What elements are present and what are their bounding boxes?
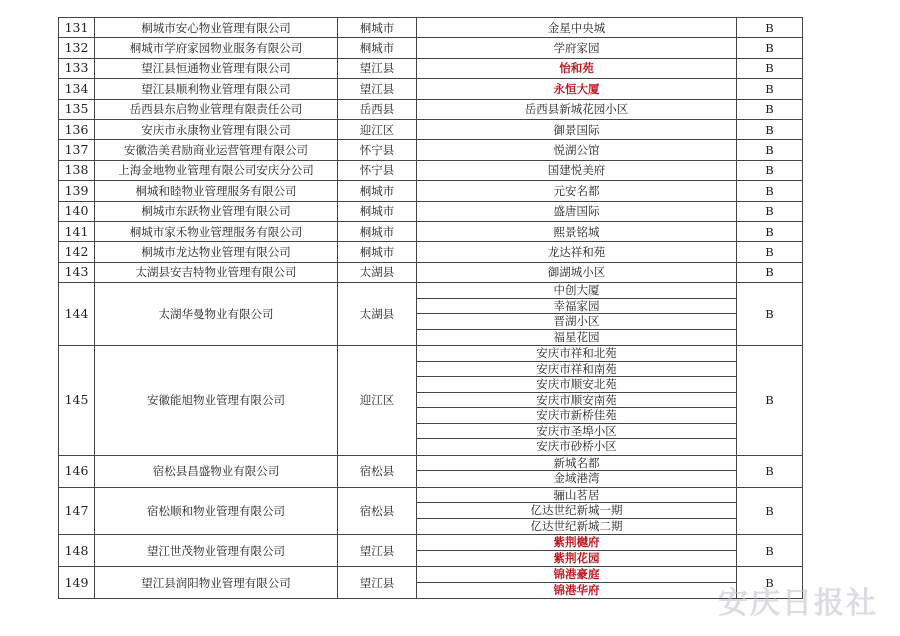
cell-region: 桐城市 — [338, 201, 417, 221]
cell-region: 望江县 — [338, 79, 417, 99]
table-row — [59, 79, 803, 99]
project-name: 幸福家园 — [417, 299, 736, 315]
table-row — [59, 99, 803, 119]
project-name: 安庆市新桥佳苑 — [417, 408, 736, 424]
project-name: 锦港华府 — [553, 582, 600, 597]
cell-no: 137 — [59, 140, 95, 160]
cell-company: 望江县恒通物业管理有限公司 — [95, 58, 338, 78]
cell-region: 迎江区 — [338, 119, 417, 139]
cell-grade: B — [737, 242, 803, 262]
project-name: 盛唐国际 — [553, 204, 600, 219]
cell-region: 桐城市 — [338, 181, 417, 201]
table-row — [59, 58, 803, 78]
cell-grade: B — [737, 221, 803, 241]
project-name: 元安名都 — [553, 183, 600, 198]
cell-no: 134 — [59, 79, 95, 99]
table-row — [59, 455, 803, 487]
project-name: 亿达世纪新城一期 — [417, 503, 736, 519]
project-name: 安庆市砂桥小区 — [536, 439, 617, 454]
cell-projects — [417, 38, 737, 58]
project-name: 骊山茗居 — [417, 488, 736, 504]
table-row — [59, 140, 803, 160]
table-row — [59, 567, 803, 599]
table-row — [59, 18, 803, 38]
project-name: 国建悦美府 — [547, 163, 606, 178]
cell-company: 桐城市学府家园物业服务有限公司 — [95, 38, 338, 58]
project-name: 安庆市顺安北苑 — [417, 377, 736, 393]
cell-grade: B — [737, 201, 803, 221]
cell-projects — [417, 242, 737, 262]
table-row — [59, 181, 803, 201]
cell-company: 宿松顺和物业管理有限公司 — [95, 487, 338, 535]
cell-region: 桐城市 — [338, 38, 417, 58]
watermark-logo: 安庆日报社 — [718, 586, 878, 621]
cell-projects — [417, 346, 737, 456]
cell-region: 岳西县 — [338, 99, 417, 119]
cell-no: 146 — [59, 455, 95, 487]
project-name: 御湖城小区 — [547, 265, 606, 280]
cell-region: 太湖县 — [338, 283, 417, 346]
cell-region: 宿松县 — [338, 487, 417, 535]
cell-grade: B — [737, 262, 803, 282]
cell-grade: B — [737, 119, 803, 139]
cell-region: 望江县 — [338, 535, 417, 567]
project-name: 安庆市圣埠小区 — [417, 424, 736, 440]
project-name: 亿达世纪新城二期 — [530, 518, 623, 533]
cell-company: 桐城市安心物业管理有限公司 — [95, 18, 338, 38]
cell-grade: B — [737, 535, 803, 567]
project-name: 紫荆花园 — [553, 550, 600, 565]
cell-projects — [417, 119, 737, 139]
cell-projects — [417, 262, 737, 282]
cell-grade: B — [737, 58, 803, 78]
cell-no: 139 — [59, 181, 95, 201]
table-row — [59, 119, 803, 139]
cell-no: 140 — [59, 201, 95, 221]
project-name: 学府家园 — [553, 41, 600, 56]
cell-projects — [417, 221, 737, 241]
project-name: 金星中央城 — [547, 20, 606, 35]
cell-no: 149 — [59, 567, 95, 599]
cell-company: 太湖华曼物业有限公司 — [95, 283, 338, 346]
cell-region: 怀宁县 — [338, 160, 417, 180]
cell-grade: B — [737, 140, 803, 160]
project-name: 永恒大厦 — [553, 81, 600, 96]
cell-company: 太湖县安吉特物业管理有限公司 — [95, 262, 338, 282]
project-name: 怡和苑 — [559, 61, 594, 76]
cell-company: 桐城市东跃物业管理有限公司 — [95, 201, 338, 221]
cell-no: 138 — [59, 160, 95, 180]
project-name: 安庆市顺安南苑 — [417, 393, 736, 409]
cell-region: 望江县 — [338, 567, 417, 599]
cell-company: 望江世茂物业管理有限公司 — [95, 535, 338, 567]
cell-company: 安庆市永康物业管理有限公司 — [95, 119, 338, 139]
cell-projects — [417, 58, 737, 78]
project-name: 岳西县新城花园小区 — [524, 102, 629, 117]
cell-grade: B — [737, 181, 803, 201]
table-body — [59, 18, 803, 599]
cell-projects — [417, 160, 737, 180]
project-name: 新城名都 — [417, 456, 736, 472]
project-name: 福星花园 — [553, 329, 600, 344]
cell-region: 迎江区 — [338, 346, 417, 456]
project-name: 晋湖小区 — [417, 314, 736, 330]
table-row — [59, 487, 803, 535]
table-row — [59, 283, 803, 346]
cell-projects — [417, 535, 737, 567]
cell-no: 142 — [59, 242, 95, 262]
cell-no: 136 — [59, 119, 95, 139]
cell-region: 太湖县 — [338, 262, 417, 282]
cell-no: 143 — [59, 262, 95, 282]
project-name: 锦港豪庭 — [417, 567, 736, 583]
cell-company: 安徽浩美君励商业运营管理有限公司 — [95, 140, 338, 160]
cell-company: 岳西县东启物业管理有限责任公司 — [95, 99, 338, 119]
cell-projects — [417, 283, 737, 346]
cell-region: 望江县 — [338, 58, 417, 78]
cell-projects — [417, 79, 737, 99]
cell-grade: B — [737, 18, 803, 38]
project-name: 御景国际 — [553, 122, 600, 137]
table-row — [59, 160, 803, 180]
project-name: 安庆市祥和南苑 — [417, 362, 736, 378]
cell-no: 141 — [59, 221, 95, 241]
table-row — [59, 201, 803, 221]
cell-company: 宿松县昌盛物业有限公司 — [95, 455, 338, 487]
cell-grade: B — [737, 79, 803, 99]
project-name: 中创大厦 — [417, 283, 736, 299]
cell-grade: B — [737, 283, 803, 346]
property-rating-table — [58, 17, 803, 599]
project-name: 紫荆樾府 — [417, 535, 736, 551]
table-row — [59, 535, 803, 567]
project-name: 龙达祥和苑 — [547, 244, 606, 259]
cell-grade: B — [737, 346, 803, 456]
cell-projects — [417, 140, 737, 160]
cell-grade: B — [737, 99, 803, 119]
cell-no: 132 — [59, 38, 95, 58]
cell-region: 怀宁县 — [338, 140, 417, 160]
table-row — [59, 38, 803, 58]
cell-projects — [417, 99, 737, 119]
cell-no: 131 — [59, 18, 95, 38]
cell-company: 桐城和睦物业管理服务有限公司 — [95, 181, 338, 201]
cell-company: 上海金地物业管理有限公司安庆分公司 — [95, 160, 338, 180]
cell-projects — [417, 181, 737, 201]
cell-region: 桐城市 — [338, 242, 417, 262]
table-row — [59, 262, 803, 282]
table-row — [59, 221, 803, 241]
cell-projects — [417, 18, 737, 38]
table-row — [59, 242, 803, 262]
cell-company: 桐城市龙达物业管理有限公司 — [95, 242, 338, 262]
cell-region: 宿松县 — [338, 455, 417, 487]
table-row — [59, 346, 803, 456]
project-name: 熙景铭城 — [553, 224, 600, 239]
project-name: 悦湖公馆 — [553, 143, 600, 158]
cell-company: 桐城市家禾物业管理服务有限公司 — [95, 221, 338, 241]
project-name: 安庆市祥和北苑 — [417, 346, 736, 362]
cell-grade: B — [737, 160, 803, 180]
cell-no: 133 — [59, 58, 95, 78]
cell-grade: B — [737, 487, 803, 535]
cell-projects — [417, 487, 737, 535]
cell-company: 望江县顺利物业管理有限公司 — [95, 79, 338, 99]
cell-projects — [417, 567, 737, 599]
cell-projects — [417, 455, 737, 487]
cell-no: 144 — [59, 283, 95, 346]
cell-company: 望江县润阳物业管理有限公司 — [95, 567, 338, 599]
project-name: 金域港湾 — [553, 471, 600, 486]
cell-no: 145 — [59, 346, 95, 456]
cell-projects — [417, 201, 737, 221]
cell-region: 桐城市 — [338, 221, 417, 241]
cell-no: 148 — [59, 535, 95, 567]
cell-grade: B — [737, 567, 803, 599]
cell-no: 147 — [59, 487, 95, 535]
cell-region: 桐城市 — [338, 18, 417, 38]
cell-no: 135 — [59, 99, 95, 119]
cell-grade: B — [737, 38, 803, 58]
cell-company: 安徽能旭物业管理有限公司 — [95, 346, 338, 456]
cell-grade: B — [737, 455, 803, 487]
